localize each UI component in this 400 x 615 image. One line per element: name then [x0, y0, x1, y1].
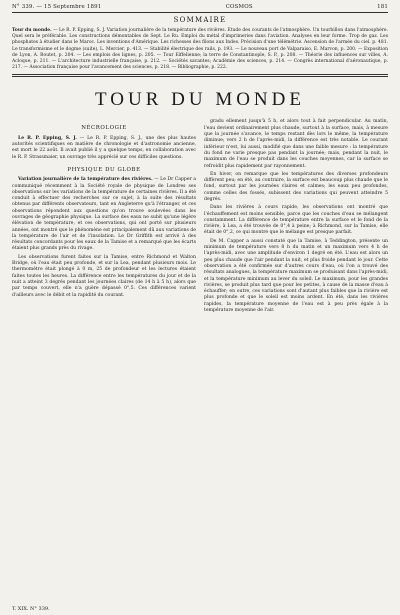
sommaire-title: SOMMAIRE [173, 16, 227, 24]
issue-number: N° 339. — 15 Septembre 1891 [12, 4, 102, 10]
right-paragraph-4: De M. Capper a aussi constaté que la Tamise, à Teddington, présente un minimum de température vers 8 h du matin et un maximum vers 4 h de l'après-midi, avec une amplitude d'environ 1 degré en été. L'eau est alors un peu plus chaude que l'air pendant la nuit, et plus froide pendant le jour. Cette observation a été confirmée sur d'autres cours d'eau, où l'on a trouvé des résultats analogues, la température maximum se produisant dans l'après-midi, et la température minimum au lever du soleil. Le maximum, pour les grandes rivières, se produit plus tard que pour les petites, à cause de la masse d'eau à échauffer; en outre, ces variations sont d'autant plus faibles que la rivière est plus profonde et que le soleil est moins ardent. En été, dans les rivières rapides, la température moyenne de l'eau est à peu près égale à la température moyenne de l'air. [204, 238, 388, 314]
sommaire-text-1: — Le R. P. Epping, S. J. Variation journalière de la température des rivières. Etude des courants de l'atmosphère. Un tourbillon dans l'atmosphère. Quel sera le préférable. Les constructions démontables de Sept. Le Ru. Emploi du métal d'imprimeries dans l'aviation. Analyses en leur forme. Trop de gaz. Les phosphates à étudier dans le Maroc. Les inventions d'Amérique. Les richesses des filons aux Indes. Précision d'une télémétrie. Ascension de l'armée du ciel. p. 481. [12, 28, 388, 46]
right-paragraph-2: En hiver, on remarque que les températures des diverses profondeurs diffèrent peu; en été, au contraire, la surface est beaucoup plus chaude que le fond, surtout par les journées claires et calmes; les eaux peu profondes, comme celles des fossés, subissent des variations qui peuvent atteindre 5 degrés. [204, 171, 388, 202]
physics-title: PHYSIQUE DU GLOBE [67, 166, 141, 173]
sommaire-text [12, 28, 388, 71]
rivers-paragraph [12, 177, 196, 253]
sommaire-text-2: Le transformisme et le dogme (suite), L. Mercier, p. 413. — Stabilité électrique des rails, p. 193. — Le nouveau port de Valparaiso, E. Marvon, p. 200. — Exposition de Lyon, A. Boutet, p. 204. — Les emplois des lignes, p. 205. — Tour Eiffelienne; la terre de Constantinople, S. P., p. 208. — Théorie des influences sur villes, A. Acloque, p. 211. — L'architecture industrielle française, p. 212. — Sociétés savantes; Académie des sciences, p. 214. — Congrès international d'aéronautique, p. 217. — Association française pour l'avancement des sciences, p. 218. — Bibliographie, p. 222. [12, 46, 388, 71]
obituary-lead: Le R. P. Epping, S. J. [18, 135, 77, 141]
right-paragraph-1: gradu ellement jusqu'à 5 h, et alors tout à fait perpendicular. Au matin, l'eau devient ordinairement plus chaude, surtout à la surface, mais, à mesure que la journée s'avance, le temps restant dès lors le même, la température diminue; vers 2 h de l'après-midi, la différence est très notable. Le courant inférieur n'est, lui aussi, modifié que dans une faible mesure : la température du fond ne varie presque pas pendant la journée; mais, pendant la nuit, le maximum de l'eau se produit dans les couches moyennes, car la surface se refroidit plus rapidement par rayonnement. [204, 119, 388, 169]
page-number: 181 [377, 4, 388, 10]
obituary-paragraph [12, 136, 196, 161]
page-header [12, 4, 388, 10]
rivers-paragraph-2: Les observations furent faites sur la Tamise, entre Richmond et Walton Bridge, où l'eau était peu profonde, et sur la Lea, pendant plusieurs mois. Le thermomètre était plongé à 0 m, 25 de profondeur et les lectures étaient faites toutes les heures. La différence entre les températures du jour et de la nuit a atteint 3 degrés pendant les journées claires (de 14 h à 5 h), alors que par temps couvert, elle n'a guère dépassé 0°,5. Ces différences varient d'ailleurs avec le débit et la rapidité du courant. [12, 254, 196, 298]
right-paragraph-3: Dans les rivières à cours rapide, les observations ont montré que l'échauffement est moins sensible, parce que les couches d'eau se mélangent constamment. La différence de température entre la surface et le fond de la rivière, à Lea, a été trouvée de 0°,4 à peine; à Richmond, sur la Tamise, elle était de 0°,2, ce qui montre que le mélange est presque parfait. [204, 205, 388, 236]
article-columns [12, 119, 388, 316]
sommaire-lead: Tour du monde. [12, 28, 52, 33]
page-footer: T. XIX. N° 339. [12, 606, 50, 612]
rivers-lead: Variation journalière de la température des rivières. [18, 177, 153, 183]
rivers-text: — Le Dr Capper a communiqué récemment à la Société royale de physique de Londres ses observations sur les variations de la température de certaines rivières. Il a été conduit à effectuer des recherches sur ce sujet, à la suite des résultats obtenus par différents observateurs, tant en Angleterre qu'à l'étranger, et ces observations répondent aux questions qu'on trouve soulevées dans les ouvrages de géographie physique. La surface des eaux ne subit qu'une légère élévation de température, et ces observations, qui ont porté sur plusieurs années, ont montré que le phénomène est principalement dû aux variations de la température de l'air et de l'insolation. Le Dr Griffith est arrivé à des résultats concordants pour les eaux de la Tamise et a remarqué que les écarts étaient plus grands près du rivage. [12, 177, 196, 252]
left-column [12, 119, 196, 316]
header-rule [12, 12, 388, 13]
main-title: TOUR DU MONDE [95, 89, 305, 111]
obituary-text: — Le R. P. Epping, S. J., une des plus hautes autorités scientifiques en matière de chronologie et d'astronomie ancienne, est mort le 22 août. Il avait publié il y a quelque temps, en collaboration avec le R. P. Strassmaier, un ouvrage très apprécié sur ces difficiles questions. [12, 135, 196, 160]
journal-name: COSMOS [225, 4, 253, 10]
sommaire-rule [12, 74, 388, 77]
necrology-title: NÉCROLOGIE [81, 125, 127, 132]
right-column [204, 119, 388, 316]
